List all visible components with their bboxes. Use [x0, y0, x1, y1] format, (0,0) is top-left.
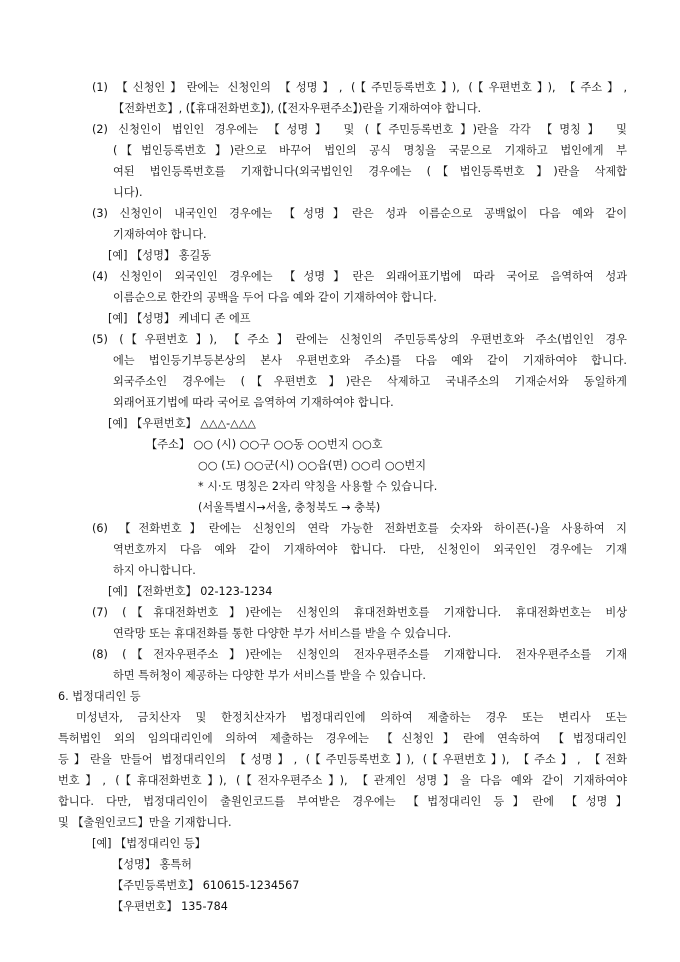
text-line: 이름순으로 한칸의 공백을 두어 다음 예와 같이 기재하여야 합니다.: [113, 291, 437, 304]
text-line: (6) 【전화번호】란에는 신청인의 연락 가능한 전화번호를 숫자와 하이픈(-)을 사용하여 지: [92, 522, 627, 535]
text-line: 미성년자, 금치산자 및 한정치산자가 법정대리인에 의하여 제출하는 경우 또는 변리사 또는: [76, 711, 627, 724]
note-line: * 시·도 명칭은 2자리 약칭을 사용할 수 있습니다.: [198, 480, 438, 493]
text-line: (8) (【전자우편주소】)란에는 신청인의 전자우편주소를 기재합니다. 전자우편주소를 기재: [92, 648, 627, 661]
example-line: 【우편번호】 135-784: [112, 900, 228, 913]
text-line: (4) 신청인이 외국인인 경우에는 【성명】란은 외래어표기법에 따라 국어로 음역하여 성과: [92, 270, 627, 283]
example-line: [예] 【성명】 홍길동: [108, 249, 212, 262]
text-line: 외국주소인 경우에는 (【우편번호】)란은 삭제하고 국내주소의 기재순서와 동일하게: [113, 375, 627, 388]
example-line: 【성명】 홍특허: [112, 858, 192, 871]
text-line: 니다).: [113, 186, 143, 199]
text-line: 하면 특허청이 제공하는 다양한 부가 서비스를 받을 수 있습니다.: [113, 669, 426, 682]
text-line: 역번호까지 다음 예와 같이 기재하여야 합니다. 다만, 신청인이 외국인인 경우에는 기재: [113, 543, 627, 556]
text-line: (7) (【휴대전화번호】)란에는 신청인의 휴대전화번호를 기재합니다. 휴대전화번호는 비상: [92, 606, 627, 619]
section-heading: 6. 법정대리인 등: [58, 690, 141, 703]
text-line: 및 【출원인코드】만을 기재합니다.: [58, 816, 232, 829]
text-line: 하지 아니합니다.: [113, 564, 196, 577]
note-line: (서울특별시→서울, 충청북도 → 충북): [198, 501, 381, 514]
example-line: [예] 【법정대리인 등】: [92, 837, 206, 850]
text-line: 에는 법인등기부등본상의 본사 우편번호와 주소)를 다음 예와 같이 기재하여야 합니다.: [113, 354, 627, 367]
text-line: 【전화번호】, (【휴대전화번호】), (【전자우편주소】)란을 기재하여야 합니다.: [113, 102, 482, 115]
text-line: 합니다. 다만, 법정대리인이 출원인코드를 부여받은 경우에는 【법정대리인 등】란에 【성명】: [58, 795, 627, 808]
text-line: 등】란을 만들어 법정대리인의 【성명】, (【주민등록번호】), (【우편번호】), 【주소】, 【전화: [58, 753, 627, 766]
text-line: 외래어표기법에 따라 국어로 음역하여 기재하여야 합니다.: [113, 396, 394, 409]
text-line: (1) 【신청인】란에는 신청인의 【성명】, (【주민등록번호】), (【우편번호】), 【주소】,: [92, 81, 627, 94]
text-line: 특허법인 외의 임의대리인에 의하여 제출하는 경우에는 【신청인】란에 연속하여 【법정대리인: [58, 732, 627, 745]
text-line: (2) 신청인이 법인인 경우에는 【성명】 및 (【주민등록번호】)란을 각각 【명칭】 및: [92, 123, 627, 136]
example-line: [예] 【우편번호】 △△△-△△△: [108, 417, 256, 430]
text-line: (3) 신청인이 내국인인 경우에는 【성명】란은 성과 이름순으로 공백없이 다음 예와 같이: [92, 207, 627, 220]
example-line: 【주민등록번호】 610615-1234567: [112, 879, 300, 892]
text-line: (5) (【우편번호】), 【주소】란에는 신청인의 주민등록상의 우편번호와 주소(법인인 경우: [92, 333, 627, 346]
text-line: 연락망 또는 휴대전화를 통한 다양한 부가 서비스를 받을 수 있습니다.: [113, 627, 452, 640]
example-line: [예] 【전화번호】 02-123-1234: [108, 585, 273, 598]
example-line: ○○ (도) ○○군(시) ○○읍(면) ○○리 ○○번지: [198, 459, 427, 472]
text-line: 기재하여야 합니다.: [113, 228, 207, 241]
text-line: (【법인등록번호】)란으로 바꾸어 법인의 공식 명칭을 국문으로 기재하고 법인에게 부: [113, 144, 627, 157]
example-line: [예] 【성명】 케네디 존 에프: [108, 312, 251, 325]
example-line: 【주소】 ○○ (시) ○○구 ○○동 ○○번지 ○○호: [146, 438, 383, 451]
text-line: 번호】, (【휴대전화번호】), (【전자우편주소】), 【관계인 성명】을 다음 예와 같이 기재하여야: [58, 774, 627, 787]
text-line: 여된 법인등록번호를 기재합니다(외국법인인 경우에는 (【법인등록번호】)란을 삭제합: [113, 165, 627, 178]
